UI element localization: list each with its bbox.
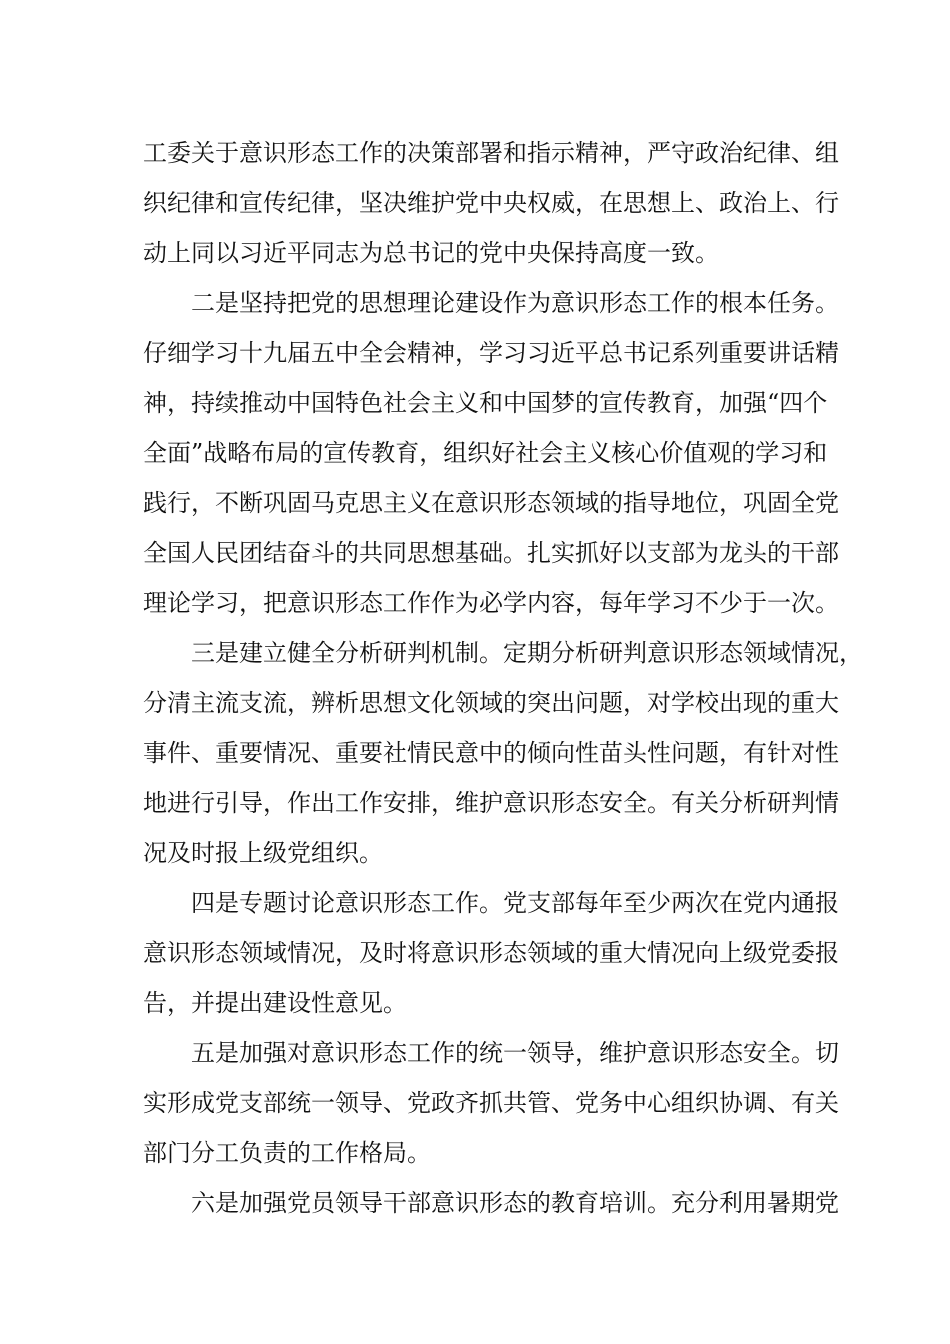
- text-line: 理论学习，把意识形态工作作为必学内容，每年学习不少于一次。: [143, 589, 839, 617]
- document-body: [143, 128, 863, 1228]
- text-line: 况及时报上级党组织。: [143, 839, 383, 867]
- text-line: 神，持续推动中国特色社会主义和中国梦的宣传教育，加强“四个: [143, 389, 828, 417]
- text-line: 动上同以习近平同志为总书记的党中央保持高度一致。: [143, 239, 719, 267]
- text-line: 事件、重要情况、重要社情民意中的倾向性苗头性问题，有针对性: [143, 739, 839, 767]
- text-line: 告，并提出建设性意见。: [143, 989, 407, 1017]
- text-line: 部门分工负责的工作格局。: [143, 1139, 431, 1167]
- text-line: 实形成党支部统一领导、党政齐抓共管、党务中心组织协调、有关: [143, 1089, 839, 1117]
- paragraph-start-line: 三是建立健全分析研判机制。定期分析研判意识形态领域情况，: [191, 639, 863, 667]
- paragraph-start-line: 二是坚持把党的思想理论建设作为意识形态工作的根本任务。: [191, 289, 839, 317]
- text-line: 工委关于意识形态工作的决策部署和指示精神，严守政治纪律、组: [143, 139, 839, 167]
- text-line: 地进行引导，作出工作安排，维护意识形态安全。有关分析研判情: [143, 789, 839, 817]
- paragraph-start-line: 六是加强党员领导干部意识形态的教育培训。充分利用暑期党: [191, 1189, 839, 1217]
- text-line: 仔细学习十九届五中全会精神，学习习近平总书记系列重要讲话精: [143, 339, 839, 367]
- text-line: 全国人民团结奋斗的共同思想基础。扎实抓好以支部为龙头的干部: [143, 539, 839, 567]
- text-line: 全面”战略布局的宣传教育，组织好社会主义核心价值观的学习和: [143, 439, 828, 467]
- text-line: 织纪律和宣传纪律，坚决维护党中央权威，在思想上、政治上、行: [143, 189, 839, 217]
- text-line: 意识形态领域情况，及时将意识形态领域的重大情况向上级党委报: [143, 939, 839, 967]
- text-line: 分清主流支流，辨析思想文化领域的突出问题，对学校出现的重大: [143, 689, 839, 717]
- text-line: 践行，不断巩固马克思主义在意识形态领域的指导地位，巩固全党: [143, 489, 839, 517]
- paragraph-start-line: 四是专题讨论意识形态工作。党支部每年至少两次在党内通报: [191, 889, 839, 917]
- paragraph-start-line: 五是加强对意识形态工作的统一领导，维护意识形态安全。切: [191, 1039, 839, 1067]
